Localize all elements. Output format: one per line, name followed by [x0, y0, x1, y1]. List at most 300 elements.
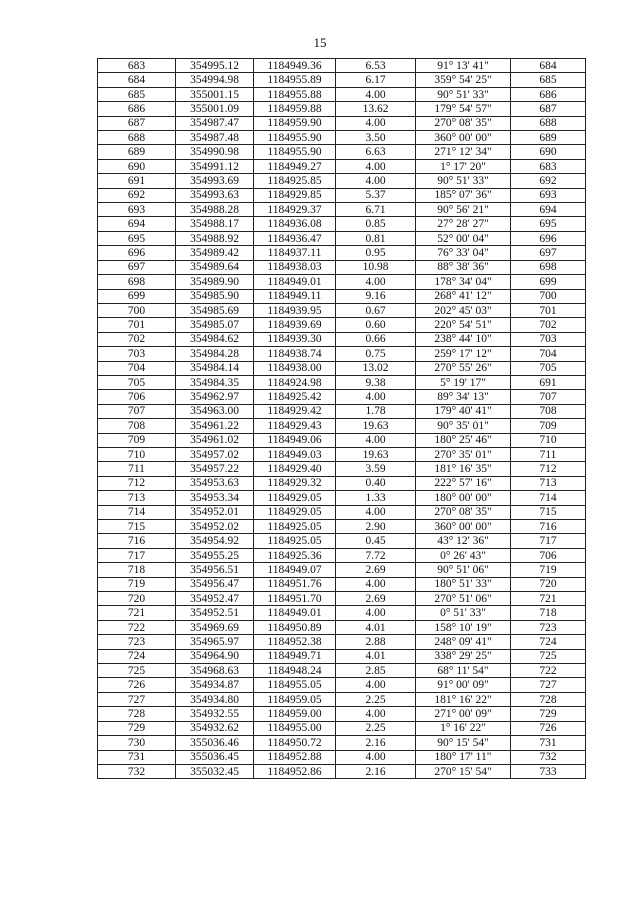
y-coordinate-cell: 1184939.30	[254, 332, 336, 346]
y-coordinate-cell: 1184949.27	[254, 159, 336, 173]
point-number-cell: 683	[98, 59, 176, 73]
x-coordinate-cell: 354984.14	[176, 361, 254, 375]
x-coordinate-cell: 354965.97	[176, 635, 254, 649]
bearing-cell: 0° 51' 33"	[416, 606, 511, 620]
y-coordinate-cell: 1184929.40	[254, 462, 336, 476]
y-coordinate-cell: 1184929.85	[254, 188, 336, 202]
y-coordinate-cell: 1184939.95	[254, 303, 336, 317]
bearing-cell: 270° 55' 26"	[416, 361, 511, 375]
x-coordinate-cell: 355032.45	[176, 764, 254, 778]
x-coordinate-cell: 354932.62	[176, 721, 254, 735]
bearing-cell: 88° 38' 36"	[416, 260, 511, 274]
y-coordinate-cell: 1184959.05	[254, 692, 336, 706]
x-coordinate-cell: 354934.87	[176, 678, 254, 692]
point-number-cell: 707	[98, 404, 176, 418]
point-number-cell: 701	[98, 318, 176, 332]
distance-cell: 4.00	[336, 275, 416, 289]
bearing-cell: 338° 29' 25"	[416, 649, 511, 663]
point-number-cell: 709	[98, 433, 176, 447]
bearing-cell: 220° 54' 51"	[416, 318, 511, 332]
bearing-cell: 270° 08' 35"	[416, 116, 511, 130]
table-row	[98, 692, 586, 706]
distance-cell: 0.60	[336, 318, 416, 332]
bearing-cell: 43° 12' 36"	[416, 534, 511, 548]
next-point-cell: 711	[511, 447, 586, 461]
point-number-cell: 696	[98, 246, 176, 260]
point-number-cell: 697	[98, 260, 176, 274]
distance-cell: 0.45	[336, 534, 416, 548]
next-point-cell: 690	[511, 145, 586, 159]
next-point-cell: 693	[511, 188, 586, 202]
y-coordinate-cell: 1184959.90	[254, 116, 336, 130]
table-row	[98, 505, 586, 519]
next-point-cell: 719	[511, 563, 586, 577]
bearing-cell: 360° 00' 00"	[416, 520, 511, 534]
bearing-cell: 178° 34' 04"	[416, 275, 511, 289]
bearing-cell: 89° 34' 13"	[416, 390, 511, 404]
y-coordinate-cell: 1184955.05	[254, 678, 336, 692]
y-coordinate-cell: 1184955.88	[254, 87, 336, 101]
table-row	[98, 131, 586, 145]
table-row	[98, 303, 586, 317]
point-number-cell: 720	[98, 592, 176, 606]
bearing-cell: 181° 16' 35"	[416, 462, 511, 476]
next-point-cell: 683	[511, 159, 586, 173]
table-row	[98, 332, 586, 346]
x-coordinate-cell: 354988.17	[176, 217, 254, 231]
x-coordinate-cell: 354987.47	[176, 116, 254, 130]
table-row	[98, 419, 586, 433]
y-coordinate-cell: 1184952.86	[254, 764, 336, 778]
y-coordinate-cell: 1184955.89	[254, 73, 336, 87]
y-coordinate-cell: 1184925.85	[254, 174, 336, 188]
distance-cell: 2.85	[336, 664, 416, 678]
point-number-cell: 721	[98, 606, 176, 620]
next-point-cell: 705	[511, 361, 586, 375]
x-coordinate-cell: 354952.02	[176, 520, 254, 534]
table-row	[98, 289, 586, 303]
distance-cell: 0.81	[336, 231, 416, 245]
x-coordinate-cell: 354984.28	[176, 347, 254, 361]
table-row	[98, 721, 586, 735]
point-number-cell: 725	[98, 664, 176, 678]
bearing-cell: 180° 17' 11"	[416, 750, 511, 764]
table-row	[98, 102, 586, 116]
distance-cell: 19.63	[336, 447, 416, 461]
next-point-cell: 704	[511, 347, 586, 361]
distance-cell: 4.00	[336, 174, 416, 188]
bearing-cell: 181° 16' 22"	[416, 692, 511, 706]
point-number-cell: 694	[98, 217, 176, 231]
next-point-cell: 709	[511, 419, 586, 433]
next-point-cell: 698	[511, 260, 586, 274]
point-number-cell: 726	[98, 678, 176, 692]
table-row	[98, 736, 586, 750]
table-row	[98, 145, 586, 159]
next-point-cell: 726	[511, 721, 586, 735]
point-number-cell: 705	[98, 375, 176, 389]
point-number-cell: 700	[98, 303, 176, 317]
distance-cell: 4.00	[336, 390, 416, 404]
distance-cell: 13.02	[336, 361, 416, 375]
point-number-cell: 698	[98, 275, 176, 289]
bearing-cell: 90° 56' 21"	[416, 203, 511, 217]
next-point-cell: 703	[511, 332, 586, 346]
x-coordinate-cell: 355001.15	[176, 87, 254, 101]
next-point-cell: 731	[511, 736, 586, 750]
table-row	[98, 577, 586, 591]
distance-cell: 3.59	[336, 462, 416, 476]
bearing-cell: 270° 35' 01"	[416, 447, 511, 461]
point-number-cell: 730	[98, 736, 176, 750]
table-row	[98, 347, 586, 361]
x-coordinate-cell: 354984.62	[176, 332, 254, 346]
point-number-cell: 691	[98, 174, 176, 188]
x-coordinate-cell: 354990.98	[176, 145, 254, 159]
x-coordinate-cell: 354985.90	[176, 289, 254, 303]
y-coordinate-cell: 1184955.90	[254, 145, 336, 159]
next-point-cell: 716	[511, 520, 586, 534]
x-coordinate-cell: 354956.51	[176, 563, 254, 577]
y-coordinate-cell: 1184925.36	[254, 548, 336, 562]
distance-cell: 9.16	[336, 289, 416, 303]
distance-cell: 6.63	[336, 145, 416, 159]
x-coordinate-cell: 354957.02	[176, 447, 254, 461]
point-number-cell: 688	[98, 131, 176, 145]
point-number-cell: 713	[98, 491, 176, 505]
x-coordinate-cell: 354957.22	[176, 462, 254, 476]
table-row	[98, 563, 586, 577]
next-point-cell: 684	[511, 59, 586, 73]
point-number-cell: 724	[98, 649, 176, 663]
y-coordinate-cell: 1184952.38	[254, 635, 336, 649]
distance-cell: 2.25	[336, 692, 416, 706]
bearing-cell: 76° 33' 04"	[416, 246, 511, 260]
point-number-cell: 712	[98, 476, 176, 490]
point-number-cell: 695	[98, 231, 176, 245]
next-point-cell: 707	[511, 390, 586, 404]
distance-cell: 1.33	[336, 491, 416, 505]
y-coordinate-cell: 1184936.08	[254, 217, 336, 231]
next-point-cell: 706	[511, 548, 586, 562]
bearing-cell: 90° 51' 33"	[416, 174, 511, 188]
bearing-cell: 270° 15' 54"	[416, 764, 511, 778]
distance-cell: 4.00	[336, 159, 416, 173]
distance-cell: 13.62	[336, 102, 416, 116]
bearing-cell: 1° 17' 20"	[416, 159, 511, 173]
x-coordinate-cell: 354955.25	[176, 548, 254, 562]
next-point-cell: 710	[511, 433, 586, 447]
table-row	[98, 635, 586, 649]
bearing-cell: 158° 10' 19"	[416, 620, 511, 634]
table-row	[98, 491, 586, 505]
y-coordinate-cell: 1184950.72	[254, 736, 336, 750]
next-point-cell: 685	[511, 73, 586, 87]
next-point-cell: 715	[511, 505, 586, 519]
x-coordinate-cell: 355036.46	[176, 736, 254, 750]
distance-cell: 4.00	[336, 87, 416, 101]
bearing-cell: 359° 54' 25"	[416, 73, 511, 87]
x-coordinate-cell: 354989.42	[176, 246, 254, 260]
table-row	[98, 476, 586, 490]
distance-cell: 0.95	[336, 246, 416, 260]
x-coordinate-cell: 354968.63	[176, 664, 254, 678]
next-point-cell: 686	[511, 87, 586, 101]
bearing-cell: 180° 51' 33"	[416, 577, 511, 591]
point-number-cell: 686	[98, 102, 176, 116]
distance-cell: 2.69	[336, 563, 416, 577]
x-coordinate-cell: 354952.01	[176, 505, 254, 519]
bearing-cell: 179° 40' 41"	[416, 404, 511, 418]
bearing-cell: 180° 25' 46"	[416, 433, 511, 447]
point-number-cell: 687	[98, 116, 176, 130]
point-number-cell: 711	[98, 462, 176, 476]
table-row	[98, 217, 586, 231]
table-row	[98, 764, 586, 778]
next-point-cell: 725	[511, 649, 586, 663]
next-point-cell: 692	[511, 174, 586, 188]
distance-cell: 2.16	[336, 764, 416, 778]
y-coordinate-cell: 1184949.06	[254, 433, 336, 447]
distance-cell: 2.88	[336, 635, 416, 649]
y-coordinate-cell: 1184924.98	[254, 375, 336, 389]
x-coordinate-cell: 354953.63	[176, 476, 254, 490]
next-point-cell: 689	[511, 131, 586, 145]
x-coordinate-cell: 354988.92	[176, 231, 254, 245]
table-row	[98, 678, 586, 692]
point-number-cell: 729	[98, 721, 176, 735]
y-coordinate-cell: 1184929.37	[254, 203, 336, 217]
y-coordinate-cell: 1184952.88	[254, 750, 336, 764]
bearing-cell: 0° 26' 43"	[416, 548, 511, 562]
bearing-cell: 271° 12' 34"	[416, 145, 511, 159]
bearing-cell: 222° 57' 16"	[416, 476, 511, 490]
table-row	[98, 433, 586, 447]
table-row	[98, 116, 586, 130]
bearing-cell: 271° 00' 09"	[416, 707, 511, 721]
table-row	[98, 707, 586, 721]
y-coordinate-cell: 1184951.76	[254, 577, 336, 591]
bearing-cell: 90° 35' 01"	[416, 419, 511, 433]
table-row	[98, 649, 586, 663]
y-coordinate-cell: 1184938.03	[254, 260, 336, 274]
y-coordinate-cell: 1184955.90	[254, 131, 336, 145]
distance-cell: 9.38	[336, 375, 416, 389]
next-point-cell: 687	[511, 102, 586, 116]
distance-cell: 6.17	[336, 73, 416, 87]
point-number-cell: 715	[98, 520, 176, 534]
x-coordinate-cell: 354985.69	[176, 303, 254, 317]
bearing-cell: 90° 51' 33"	[416, 87, 511, 101]
distance-cell: 2.25	[336, 721, 416, 735]
x-coordinate-cell: 354989.90	[176, 275, 254, 289]
next-point-cell: 733	[511, 764, 586, 778]
table-row	[98, 246, 586, 260]
table-row	[98, 73, 586, 87]
x-coordinate-cell: 354984.35	[176, 375, 254, 389]
point-number-cell: 710	[98, 447, 176, 461]
distance-cell: 4.00	[336, 505, 416, 519]
y-coordinate-cell: 1184929.43	[254, 419, 336, 433]
y-coordinate-cell: 1184925.05	[254, 520, 336, 534]
y-coordinate-cell: 1184929.05	[254, 491, 336, 505]
table-row	[98, 318, 586, 332]
bearing-cell: 27° 28' 27"	[416, 217, 511, 231]
x-coordinate-cell: 354988.28	[176, 203, 254, 217]
x-coordinate-cell: 354954.92	[176, 534, 254, 548]
point-number-cell: 723	[98, 635, 176, 649]
table-row	[98, 606, 586, 620]
table-row	[98, 750, 586, 764]
page-number: 15	[313, 35, 327, 50]
distance-cell: 6.71	[336, 203, 416, 217]
distance-cell: 5.37	[336, 188, 416, 202]
point-number-cell: 702	[98, 332, 176, 346]
bearing-cell: 5° 19' 17"	[416, 375, 511, 389]
bearing-cell: 68° 11' 54"	[416, 664, 511, 678]
y-coordinate-cell: 1184949.01	[254, 275, 336, 289]
next-point-cell: 732	[511, 750, 586, 764]
distance-cell: 4.00	[336, 433, 416, 447]
next-point-cell: 712	[511, 462, 586, 476]
point-number-cell: 718	[98, 563, 176, 577]
next-point-cell: 718	[511, 606, 586, 620]
y-coordinate-cell: 1184959.88	[254, 102, 336, 116]
distance-cell: 4.00	[336, 750, 416, 764]
point-number-cell: 714	[98, 505, 176, 519]
x-coordinate-cell: 354953.34	[176, 491, 254, 505]
next-point-cell: 722	[511, 664, 586, 678]
y-coordinate-cell: 1184949.71	[254, 649, 336, 663]
next-point-cell: 708	[511, 404, 586, 418]
bearing-cell: 90° 51' 06"	[416, 563, 511, 577]
bearing-cell: 180° 00' 00"	[416, 491, 511, 505]
bearing-cell: 248° 09' 41"	[416, 635, 511, 649]
distance-cell: 19.63	[336, 419, 416, 433]
next-point-cell: 723	[511, 620, 586, 634]
y-coordinate-cell: 1184929.05	[254, 505, 336, 519]
x-coordinate-cell: 355001.09	[176, 102, 254, 116]
y-coordinate-cell: 1184950.89	[254, 620, 336, 634]
next-point-cell: 696	[511, 231, 586, 245]
point-number-cell: 716	[98, 534, 176, 548]
x-coordinate-cell: 354993.63	[176, 188, 254, 202]
next-point-cell: 717	[511, 534, 586, 548]
y-coordinate-cell: 1184949.07	[254, 563, 336, 577]
next-point-cell: 727	[511, 678, 586, 692]
point-number-cell: 708	[98, 419, 176, 433]
x-coordinate-cell: 354962.97	[176, 390, 254, 404]
x-coordinate-cell: 354994.98	[176, 73, 254, 87]
table-row	[98, 390, 586, 404]
bearing-cell: 259° 17' 12"	[416, 347, 511, 361]
distance-cell: 0.67	[336, 303, 416, 317]
next-point-cell: 721	[511, 592, 586, 606]
x-coordinate-cell: 354932.55	[176, 707, 254, 721]
distance-cell: 4.00	[336, 606, 416, 620]
bearing-cell: 270° 08' 35"	[416, 505, 511, 519]
y-coordinate-cell: 1184937.11	[254, 246, 336, 260]
table-row	[98, 534, 586, 548]
y-coordinate-cell: 1184951.70	[254, 592, 336, 606]
point-number-cell: 693	[98, 203, 176, 217]
table-row	[98, 548, 586, 562]
distance-cell: 4.00	[336, 678, 416, 692]
point-number-cell: 719	[98, 577, 176, 591]
point-number-cell: 685	[98, 87, 176, 101]
bearing-cell: 91° 00' 09"	[416, 678, 511, 692]
y-coordinate-cell: 1184925.42	[254, 390, 336, 404]
y-coordinate-cell: 1184925.05	[254, 534, 336, 548]
table-row	[98, 275, 586, 289]
x-coordinate-cell: 354964.90	[176, 649, 254, 663]
distance-cell: 6.53	[336, 59, 416, 73]
distance-cell: 4.00	[336, 577, 416, 591]
distance-cell: 0.85	[336, 217, 416, 231]
point-number-cell: 684	[98, 73, 176, 87]
y-coordinate-cell: 1184929.42	[254, 404, 336, 418]
distance-cell: 3.50	[336, 131, 416, 145]
bearing-cell: 91° 13' 41"	[416, 59, 511, 73]
bearing-cell: 90° 15' 54"	[416, 736, 511, 750]
x-coordinate-cell: 354989.64	[176, 260, 254, 274]
y-coordinate-cell: 1184939.69	[254, 318, 336, 332]
distance-cell: 2.90	[336, 520, 416, 534]
x-coordinate-cell: 354991.12	[176, 159, 254, 173]
table-row	[98, 520, 586, 534]
bearing-cell: 270° 51' 06"	[416, 592, 511, 606]
y-coordinate-cell: 1184938.74	[254, 347, 336, 361]
y-coordinate-cell: 1184948.24	[254, 664, 336, 678]
x-coordinate-cell: 354952.47	[176, 592, 254, 606]
next-point-cell: 702	[511, 318, 586, 332]
x-coordinate-cell: 354987.48	[176, 131, 254, 145]
next-point-cell: 714	[511, 491, 586, 505]
point-number-cell: 699	[98, 289, 176, 303]
bearing-cell: 202° 45' 03"	[416, 303, 511, 317]
y-coordinate-cell: 1184938.00	[254, 361, 336, 375]
next-point-cell: 694	[511, 203, 586, 217]
distance-cell: 7.72	[336, 548, 416, 562]
point-number-cell: 692	[98, 188, 176, 202]
table-row	[98, 447, 586, 461]
table-row	[98, 159, 586, 173]
table-row	[98, 59, 586, 73]
point-number-cell: 704	[98, 361, 176, 375]
table-row	[98, 404, 586, 418]
x-coordinate-cell: 354993.69	[176, 174, 254, 188]
bearing-cell: 1° 16' 22"	[416, 721, 511, 735]
next-point-cell: 699	[511, 275, 586, 289]
next-point-cell: 697	[511, 246, 586, 260]
distance-cell: 0.66	[336, 332, 416, 346]
table-row	[98, 664, 586, 678]
next-point-cell: 701	[511, 303, 586, 317]
table-row	[98, 260, 586, 274]
x-coordinate-cell: 354961.22	[176, 419, 254, 433]
point-number-cell: 727	[98, 692, 176, 706]
x-coordinate-cell: 354934.80	[176, 692, 254, 706]
next-point-cell: 688	[511, 116, 586, 130]
next-point-cell: 700	[511, 289, 586, 303]
table-row	[98, 87, 586, 101]
table-row	[98, 203, 586, 217]
point-number-cell: 717	[98, 548, 176, 562]
x-coordinate-cell: 354963.00	[176, 404, 254, 418]
point-number-cell: 703	[98, 347, 176, 361]
y-coordinate-cell: 1184929.32	[254, 476, 336, 490]
distance-cell: 2.16	[336, 736, 416, 750]
